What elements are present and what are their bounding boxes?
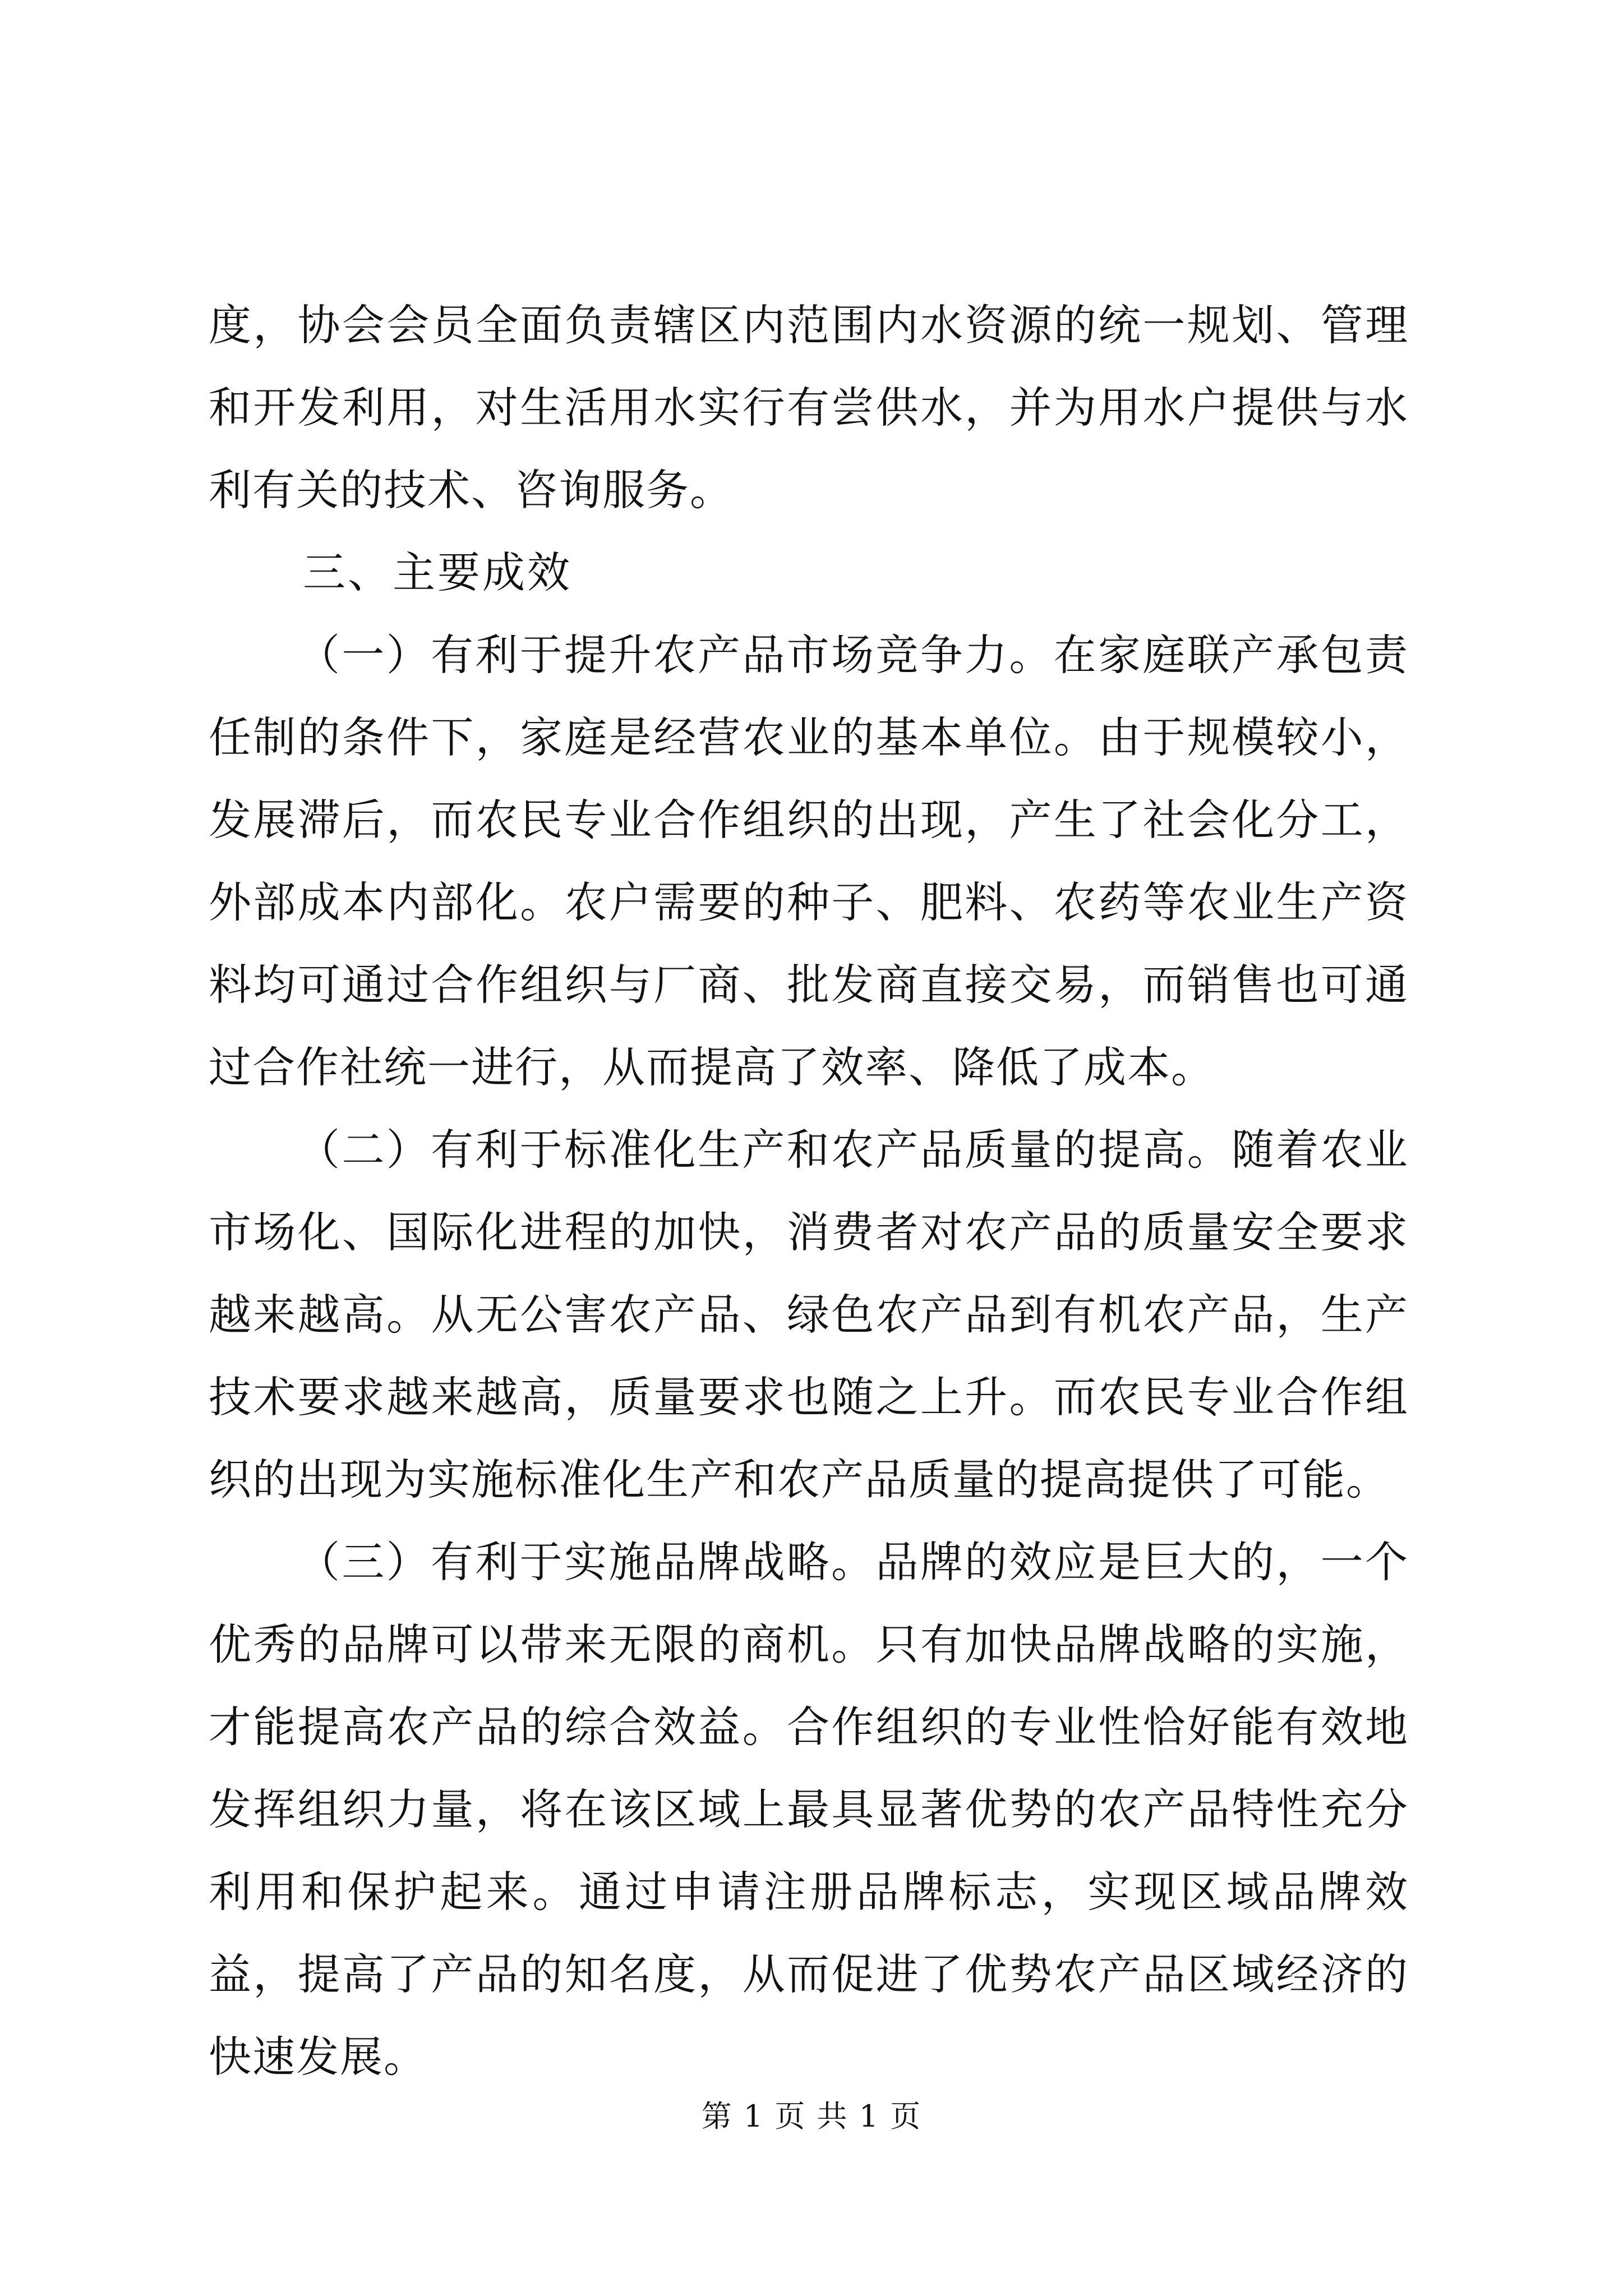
paragraph-effect-3: （三）有利于实施品牌战略。品牌的效应是巨大的，一个优秀的品牌可以带来无限的商机。只有加快品牌战略的实施，才能提高农产品的综合效益。合作组织的专业性恰好能有效地发挥组织力量，将在该区域上最具显著优势的农产品特性充分利用和保护起来。通过申请注册品牌标志，实现区域品牌效益，提高了产品的知名度，从而促进了优势农产品区域经济的快速发展。 [209,1537,1409,2082]
paragraph-effect-2: （二）有利于标准化生产和农产品质量的提高。随着农业市场化、国际化进程的加快，消费者对农产品的质量安全要求越来越高。从无公害农产品、绿色农产品到有机农产品，生产技术要求越来越高，质量要求也随之上升。而农民专业合作组织的出现为实施标准化生产和农产品质量的提高提供了可能。 [209,1125,1409,1504]
paragraph-continuation: 度，协会会员全面负责辖区内范围内水资源的统一规划、管理和开发利用，对生活用水实行有尝供水，并为用水户提供与水利有关的技术、咨询服务。 [209,300,1409,515]
page-number-footer: 第 1 页 共 1 页 [701,2099,922,2134]
document-body [209,284,1409,2098]
paragraph-effect-1: （一）有利于提升农产品市场竞争力。在家庭联产承包责任制的条件下，家庭是经营农业的基本单位。由于规模较小，发展滞后，而农民专业合作组织的出现，产生了社会化分工，外部成本内部化。农户需要的种子、肥料、农药等农业生产资料均可通过合作组织与厂商、批发商直接交易，而销售也可通过合作社统一进行，从而提高了效率、降低了成本。 [209,630,1409,1092]
section-heading: 三、主要成效 [303,547,572,597]
